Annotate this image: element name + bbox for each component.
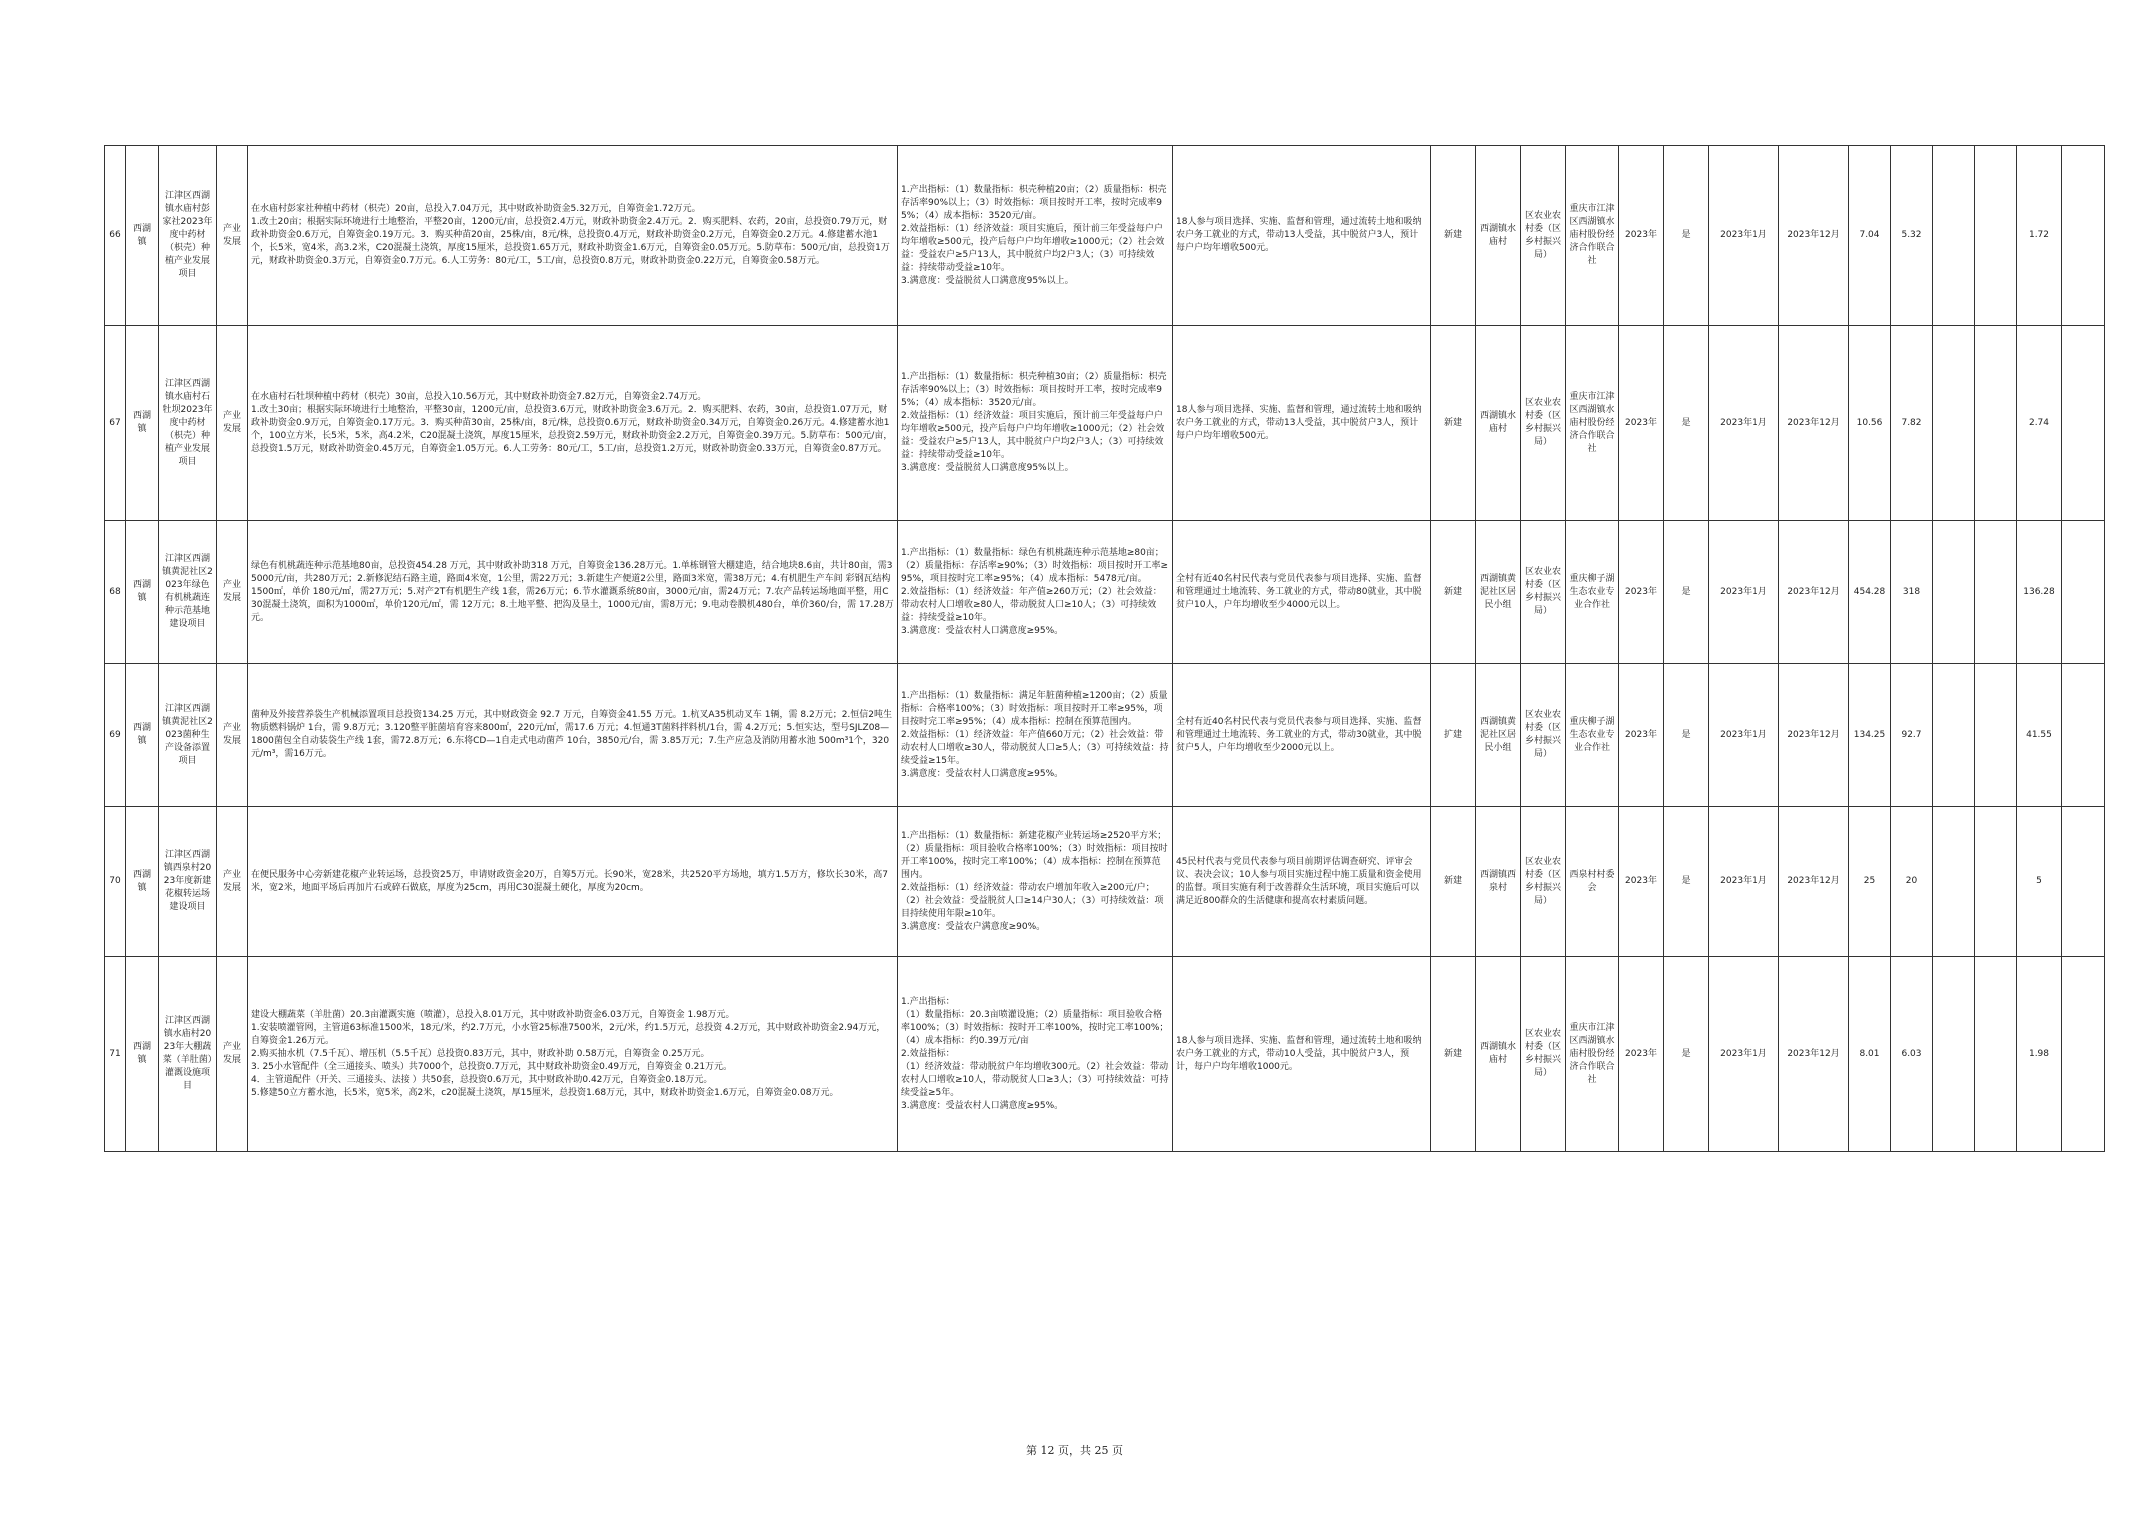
cell-location: 西湖镇黄泥社区居民小组 [1476,664,1521,807]
cell-total: 134.25 [1849,664,1891,807]
cell-location: 西湖镇水庙村 [1476,957,1521,1152]
cell-mechanism: 18人参与项目选择、实施、监督和管理，通过流转土地和吸纳农户务工就业的方式，带动13人受益，其中脱贫户3人，预计每户户均年增收500元。 [1173,326,1431,521]
cell-dept: 区农业农村委（区乡村振兴局） [1521,807,1566,957]
cell-project: 江津区西湖镇水庙村石牡坝2023年度中药材（枳壳）种植产业发展项目 [159,326,217,521]
cell-self: 41.55 [2017,664,2062,807]
cell-town: 西湖镇 [126,521,159,664]
cell-owner: 重庆柳子湖生态农业专业合作社 [1566,521,1619,664]
cell-no: 70 [105,807,126,957]
cell-year: 2023年 [1619,807,1664,957]
cell-flag: 是 [1664,957,1709,1152]
cell-start: 2023年1月 [1709,146,1779,326]
cell-flag: 是 [1664,146,1709,326]
table-row [105,146,2105,326]
cell-empty [1933,807,1975,957]
cell-mechanism: 全村有近40名村民代表与党员代表参与项目选择、实施、监督和管理通过土地流转、务工就业的方式，带动30就业，其中脱贫户5人，户年均增收至少2000元以上。 [1173,664,1431,807]
cell-target: 1.产出指标： （1）数量指标：20.3亩喷灌设施；（2）质量指标：项目验收合格率100%；（3）时效指标：按时开工率100%，按时完工率100%；（4）成本指标：约0.39万元/亩 2.效益指标： （1）经济效益：带动脱贫户年均增收300元。（2）社会效益：带动农村人口增收≥10人，带动脱贫人口≥3人；（3）可持续效益：可持续受益≥5年。 3.满意度：受益农村人口满意度≥95%。 [898,957,1173,1152]
cell-empty [2062,957,2105,1152]
cell-owner: 重庆柳子湖生态农业专业合作社 [1566,664,1619,807]
cell-no: 67 [105,326,126,521]
cell-flag: 是 [1664,807,1709,957]
cell-end: 2023年12月 [1779,807,1849,957]
cell-year: 2023年 [1619,326,1664,521]
cell-nature: 新建 [1431,326,1476,521]
cell-location: 西湖镇水庙村 [1476,146,1521,326]
table-row [105,326,2105,521]
cell-year: 2023年 [1619,146,1664,326]
cell-project: 江津区西湖镇西泉村2023年度新建花椒转运场建设项目 [159,807,217,957]
cell-owner: 重庆市江津区西湖镇水庙村股份经济合作联合社 [1566,957,1619,1152]
cell-flag: 是 [1664,664,1709,807]
cell-target: 1.产出指标：（1）数量指标：满足年脏菌种植≥1200亩；（2）质量指标：合格率100%；（3）时效指标：项目按时开工率≥95%，项目按时完工率≥95%；（4）成本指标：控制在预算范围内。 2.效益指标：（1）经济效益：年产值660万元；（2）社会效益：带动农村人口增收≥30人，带动脱贫人口≥5人；（3）可持续效益：持续受益≥15年。 3.满意度：受益农村人口满意度≥95%。 [898,664,1173,807]
cell-content: 建设大棚蔬菜（羊肚菌）20.3亩灌溉实施（喷灌），总投入8.01万元，其中财政补助资金6.03万元，自筹资金 1.98万元。 1.安装喷灌管网，主管道63标准1500米，18元/米，约2.7万元，小水管25标准7500米，2元/米，约1.5万元，总投资 4.2万元，其中财政补助资金2.94万元，自筹资金1.26万元。 2.购买抽水机（7.5千瓦）、增压机（5.5千瓦）总投资0.83万元，其中，财政补助 0.58万元，自筹资金 0.25万元。 3. 25小水管配件（全三通接头、喷头）共7000个，总投资0.7万元，其中财政补助资金0.49万元，自筹资金 0.21万元。 4．主管道配件（开关、三通接头、法接 ）共50套，总投资0.6万元，其中财政补助0.42万元，自筹资金0.18万元。 5.修建50立方蓄水池，长5米，宽5米，高2米，c20混凝土浇筑，厚15厘米，总投资1.68万元，其中，财政补助资金1.6万元，自筹资金0.08万元。 [248,957,898,1152]
cell-owner: 重庆市江津区西湖镇水庙村股份经济合作联合社 [1566,146,1619,326]
cell-mechanism: 45民村代表与党员代表参与项目前期评估调查研究、评审会议、表决会议；10人参与项目实施过程中施工质量和资金使用的监督。项目实施有利于改善群众生活环境，项目实施后可以满足近800群众的生活健康和提高农村素质问题。 [1173,807,1431,957]
cell-empty [2062,326,2105,521]
cell-fiscal: 92.7 [1891,664,1933,807]
cell-type: 产业发展 [217,957,248,1152]
cell-owner: 西泉村村委会 [1566,807,1619,957]
cell-self: 1.98 [2017,957,2062,1152]
cell-no: 69 [105,664,126,807]
cell-target: 1.产出指标：（1）数量指标：枳壳种植30亩；（2）质量指标：枳壳存活率90%以上；（3）时效指标：项目按时开工率，按时完成率95%；（4）成本指标：3520元/亩。 2.效益指标：（1）经济效益：项目实施后，预计前三年受益每户户均年增收≥500元，投产后每户户均年增收≥1000元；（2）社会效益：受益农户≥5户13人，其中脱贫户户均2户3人；（3）可持续效益：持续带动受益≥10年。 3.满意度：受益脱贫人口满意度95%以上。 [898,326,1173,521]
cell-empty [2062,807,2105,957]
cell-flag: 是 [1664,521,1709,664]
cell-type: 产业发展 [217,664,248,807]
cell-total: 8.01 [1849,957,1891,1152]
cell-empty [1975,146,2017,326]
cell-town: 西湖镇 [126,664,159,807]
cell-mechanism: 18人参与项目选择、实施、监督和管理，通过流转土地和吸纳农户务工就业的方式，带动10人受益，其中脱贫户3人，预计，每户户均年增收1000元。 [1173,957,1431,1152]
cell-nature: 新建 [1431,521,1476,664]
cell-empty [1975,807,2017,957]
cell-target: 1.产出指标：（1）数量指标：绿色有机桃蔬连种示范基地≥80亩；（2）质量指标：存活率≥90%；（3）时效指标：项目按时开工率≥95%，项目按时完工率≥95%；（4）成本指标：5478元/亩。 2.效益指标：（1）经济效益：年产值≥260万元；（2）社会效益：带动农村人口增收≥80人，带动脱贫人口≥10人；（3）可持续效益：持续受益≥10年。 3.满意度：受益农村人口满意度≥95%。 [898,521,1173,664]
cell-town: 西湖镇 [126,957,159,1152]
cell-end: 2023年12月 [1779,664,1849,807]
table-row [105,521,2105,664]
cell-end: 2023年12月 [1779,326,1849,521]
cell-empty [1933,521,1975,664]
cell-target: 1.产出指标：（1）数量指标：枳壳种植20亩；（2）质量指标：枳壳存活率90%以上；（3）时效指标：项目按时开工率，按时完成率95%；（4）成本指标：3520元/亩。 2.效益指标：（1）经济效益：项目实施后，预计前三年受益每户户均年增收≥500元，投产后每户户均年增收≥1000元；（2）社会效益：受益农户≥5户13人，其中脱贫户均2户3人；（3）可持续效益：持续带动受益≥10年。 3.满意度：受益脱贫人口满意度95%以上。 [898,146,1173,326]
cell-start: 2023年1月 [1709,957,1779,1152]
cell-fiscal: 7.82 [1891,326,1933,521]
cell-empty [1933,664,1975,807]
cell-owner: 重庆市江津区西湖镇水庙村股份经济合作联合社 [1566,326,1619,521]
cell-type: 产业发展 [217,807,248,957]
table-row [105,664,2105,807]
cell-content: 菌种及外接营养袋生产机械添置项目总投资134.25 万元，其中财政资金 92.7 万元，自筹资金41.55 万元。1.杭叉A35机动叉车 1辆，需 8.2万元；2.恒信2吨生物质燃料锅炉 1台，需 9.8万元；3.120整平脏菌培育容来800㎡，220元/㎡，需17.6 万元；4.恒通3T菌料拌料机/1台，需 4.2万元；5.恒实达，型号SJLZ08—1800菌包全自动装袋生产线 1套，需72.8万元；6.东将CD—1自走式电动菌芦 10台，3850元/台，需 3.85万元；7.生产应急及消防用蓄水池 500m³1个，320元/m³，需16万元。 [248,664,898,807]
cell-project: 江津区西湖镇黄泥社区2023年绿色有机桃蔬连种示范基地建设项目 [159,521,217,664]
cell-location: 西湖镇西泉村 [1476,807,1521,957]
cell-empty [2062,664,2105,807]
cell-empty [2062,146,2105,326]
cell-content: 在便民服务中心旁新建花椒产业转运场，总投资25万，申请财政资金20万，自筹5万元。长90米，宽28米，共2520平方场地，填方1.5万方，修坎长30米，高7米，宽2米，地面平场后再加片石或碎石做底，厚度为25cm，再用C30混凝土硬化，厚度为20cm。 [248,807,898,957]
cell-nature: 新建 [1431,807,1476,957]
cell-dept: 区农业农村委（区乡村振兴局） [1521,326,1566,521]
cell-target: 1.产出指标：（1）数量指标：新建花椒产业转运场≥2520平方米；（2）质量指标：项目验收合格率100%；（3）时效指标：项目按时开工率100%，按时完工率100%；（4）成本指标：控制在预算范围内。 2.效益指标：（1）经济效益：带动农户增加年收入≥200元/户；（2）社会效益：受益脱贫人口≥14户30人；（3）可持续效益：项目持续使用年限≥10年。 3.满意度：受益农户满意度≥90%。 [898,807,1173,957]
cell-empty [1975,957,2017,1152]
cell-fiscal: 6.03 [1891,957,1933,1152]
cell-total: 454.28 [1849,521,1891,664]
cell-year: 2023年 [1619,664,1664,807]
cell-empty [1975,521,2017,664]
cell-start: 2023年1月 [1709,807,1779,957]
cell-content: 在水庙村石牡坝种植中药材（枳壳）30亩，总投入10.56万元，其中财政补助资金7.82万元，自筹资金2.74万元。 1.改土30亩；根据实际环境进行土地整治，平整30亩，1200元/亩，总投资3.6万元，财政补助资金3.6万元。2．购买肥料、农药，30亩，总投资1.07万元，财政补助资金0.9万元，自筹资金0.17万元。3．购买种苗30亩，25株/亩，8元/株，总投资0.6万元，财政补助资金0.34万元，自筹资金0.26万元。4.修建蓄水池1个，100立方米，长5米，5米，高4.2米，C20混凝土浇筑，厚度15厘米，总投资2.59万元，财政补助资金2.2万元，自筹资金0.39万元。5.防草布：500元/亩，总投资1.5万元，财政补助资金0.45万元，自筹资金1.05万元。6.人工劳务：80元/工，5工/亩，总投资1.2万元，财政补助资金0.33万元，自筹资金0.87万元。 [248,326,898,521]
cell-dept: 区农业农村委（区乡村振兴局） [1521,957,1566,1152]
table-row [105,957,2105,1152]
cell-mechanism: 18人参与项目选择、实施、监督和管理，通过流转土地和吸纳农户务工就业的方式，带动13人受益，其中脱贫户3人，预计每户户均年增收500元。 [1173,146,1431,326]
cell-start: 2023年1月 [1709,664,1779,807]
cell-content: 绿色有机桃蔬连种示范基地80亩，总投资454.28 万元，其中财政补助318 万元，自筹资金136.28万元。1.单栋钢管大棚建造，结合地块8.6亩，共计80亩，需35000元/亩，共280万元；2.新修泥结石路主道，路面4米宽，1公里，需22万元；3.新建生产便道2公里，路面3米宽，需38万元；4.有机肥生产车间 彩钢瓦结构 1500㎡，单价 180元/㎡，需27万元；5.对产2T有机肥生产线 1套，需26万元；6.节水灌溉系统80亩，3000元/亩，需24万元；7.农产品转运场地面平整，用C30混凝土浇筑，面积为1000㎡，单价120元/㎡，需 12万元；8.土地平整、把沟及垦土，1000元/亩，需8万元；9.电动卷膜机480台，单价360/台，需 17.28万元。 [248,521,898,664]
cell-town: 西湖镇 [126,807,159,957]
cell-end: 2023年12月 [1779,146,1849,326]
cell-self: 136.28 [2017,521,2062,664]
cell-no: 66 [105,146,126,326]
cell-project: 江津区西湖镇水庙村2023年大棚蔬菜（羊肚菌）灌溉设施项目 [159,957,217,1152]
cell-type: 产业发展 [217,326,248,521]
cell-no: 68 [105,521,126,664]
cell-start: 2023年1月 [1709,521,1779,664]
cell-nature: 扩建 [1431,664,1476,807]
cell-project: 江津区西湖镇黄泥社区2023菌种生产设备添置项目 [159,664,217,807]
cell-nature: 新建 [1431,957,1476,1152]
cell-fiscal: 318 [1891,521,1933,664]
cell-self: 1.72 [2017,146,2062,326]
cell-empty [2062,521,2105,664]
cell-empty [1933,146,1975,326]
cell-no: 71 [105,957,126,1152]
cell-empty [1975,664,2017,807]
cell-total: 25 [1849,807,1891,957]
cell-empty [1933,957,1975,1152]
cell-total: 10.56 [1849,326,1891,521]
cell-year: 2023年 [1619,521,1664,664]
cell-empty [1975,326,2017,521]
cell-self: 2.74 [2017,326,2062,521]
cell-town: 西湖镇 [126,326,159,521]
cell-empty [1933,326,1975,521]
cell-location: 西湖镇水庙村 [1476,326,1521,521]
cell-nature: 新建 [1431,146,1476,326]
cell-start: 2023年1月 [1709,326,1779,521]
cell-fiscal: 20 [1891,807,1933,957]
cell-dept: 区农业农村委（区乡村振兴局） [1521,521,1566,664]
cell-flag: 是 [1664,326,1709,521]
project-table [104,145,2105,1152]
cell-end: 2023年12月 [1779,957,1849,1152]
cell-dept: 区农业农村委（区乡村振兴局） [1521,664,1566,807]
cell-town: 西湖镇 [126,146,159,326]
page-footer: 第 12 页，共 25 页 [1026,1444,1123,1457]
cell-fiscal: 5.32 [1891,146,1933,326]
cell-year: 2023年 [1619,957,1664,1152]
cell-location: 西湖镇黄泥社区居民小组 [1476,521,1521,664]
cell-mechanism: 全村有近40名村民代表与党员代表参与项目选择、实施、监督和管理通过土地流转、务工就业的方式，带动80就业，其中脱贫户10人，户年均增收至少4000元以上。 [1173,521,1431,664]
cell-type: 产业发展 [217,521,248,664]
cell-self: 5 [2017,807,2062,957]
cell-content: 在水庙村彭家社种植中药材（枳壳）20亩，总投入7.04万元，其中财政补助资金5.32万元，自筹资金1.72万元。 1.改土20亩；根据实际环境进行土地整治，平整20亩，1200元/亩，总投资2.4万元，财政补助资金2.4万元。2．购买肥料、农药，20亩，总投资0.79万元，财政补助资金0.6万元，自筹资金0.19万元。3．购买种苗20亩，25株/亩，8元/株，总投资0.4万元，财政补助资金0.2万元，自筹资金0.2万元。4.修建蓄水池1个，长5米，宽4米，高3.2米，C20混凝土浇筑，厚度15厘米，总投资1.65万元，财政补助资金1.6万元，自筹资金0.05万元。5.防草布：500元/亩，总投资1万元，财政补助资金0.3万元，自筹资金0.7万元。6.人工劳务：80元/工，5工/亩，总投资0.8万元，财政补助资金0.22万元，自筹资金0.58万元。 [248,146,898,326]
table-row [105,807,2105,957]
cell-type: 产业发展 [217,146,248,326]
cell-end: 2023年12月 [1779,521,1849,664]
cell-total: 7.04 [1849,146,1891,326]
cell-project: 江津区西湖镇水庙村彭家社2023年度中药材（枳壳）种植产业发展项目 [159,146,217,326]
cell-dept: 区农业农村委（区乡村振兴局） [1521,146,1566,326]
